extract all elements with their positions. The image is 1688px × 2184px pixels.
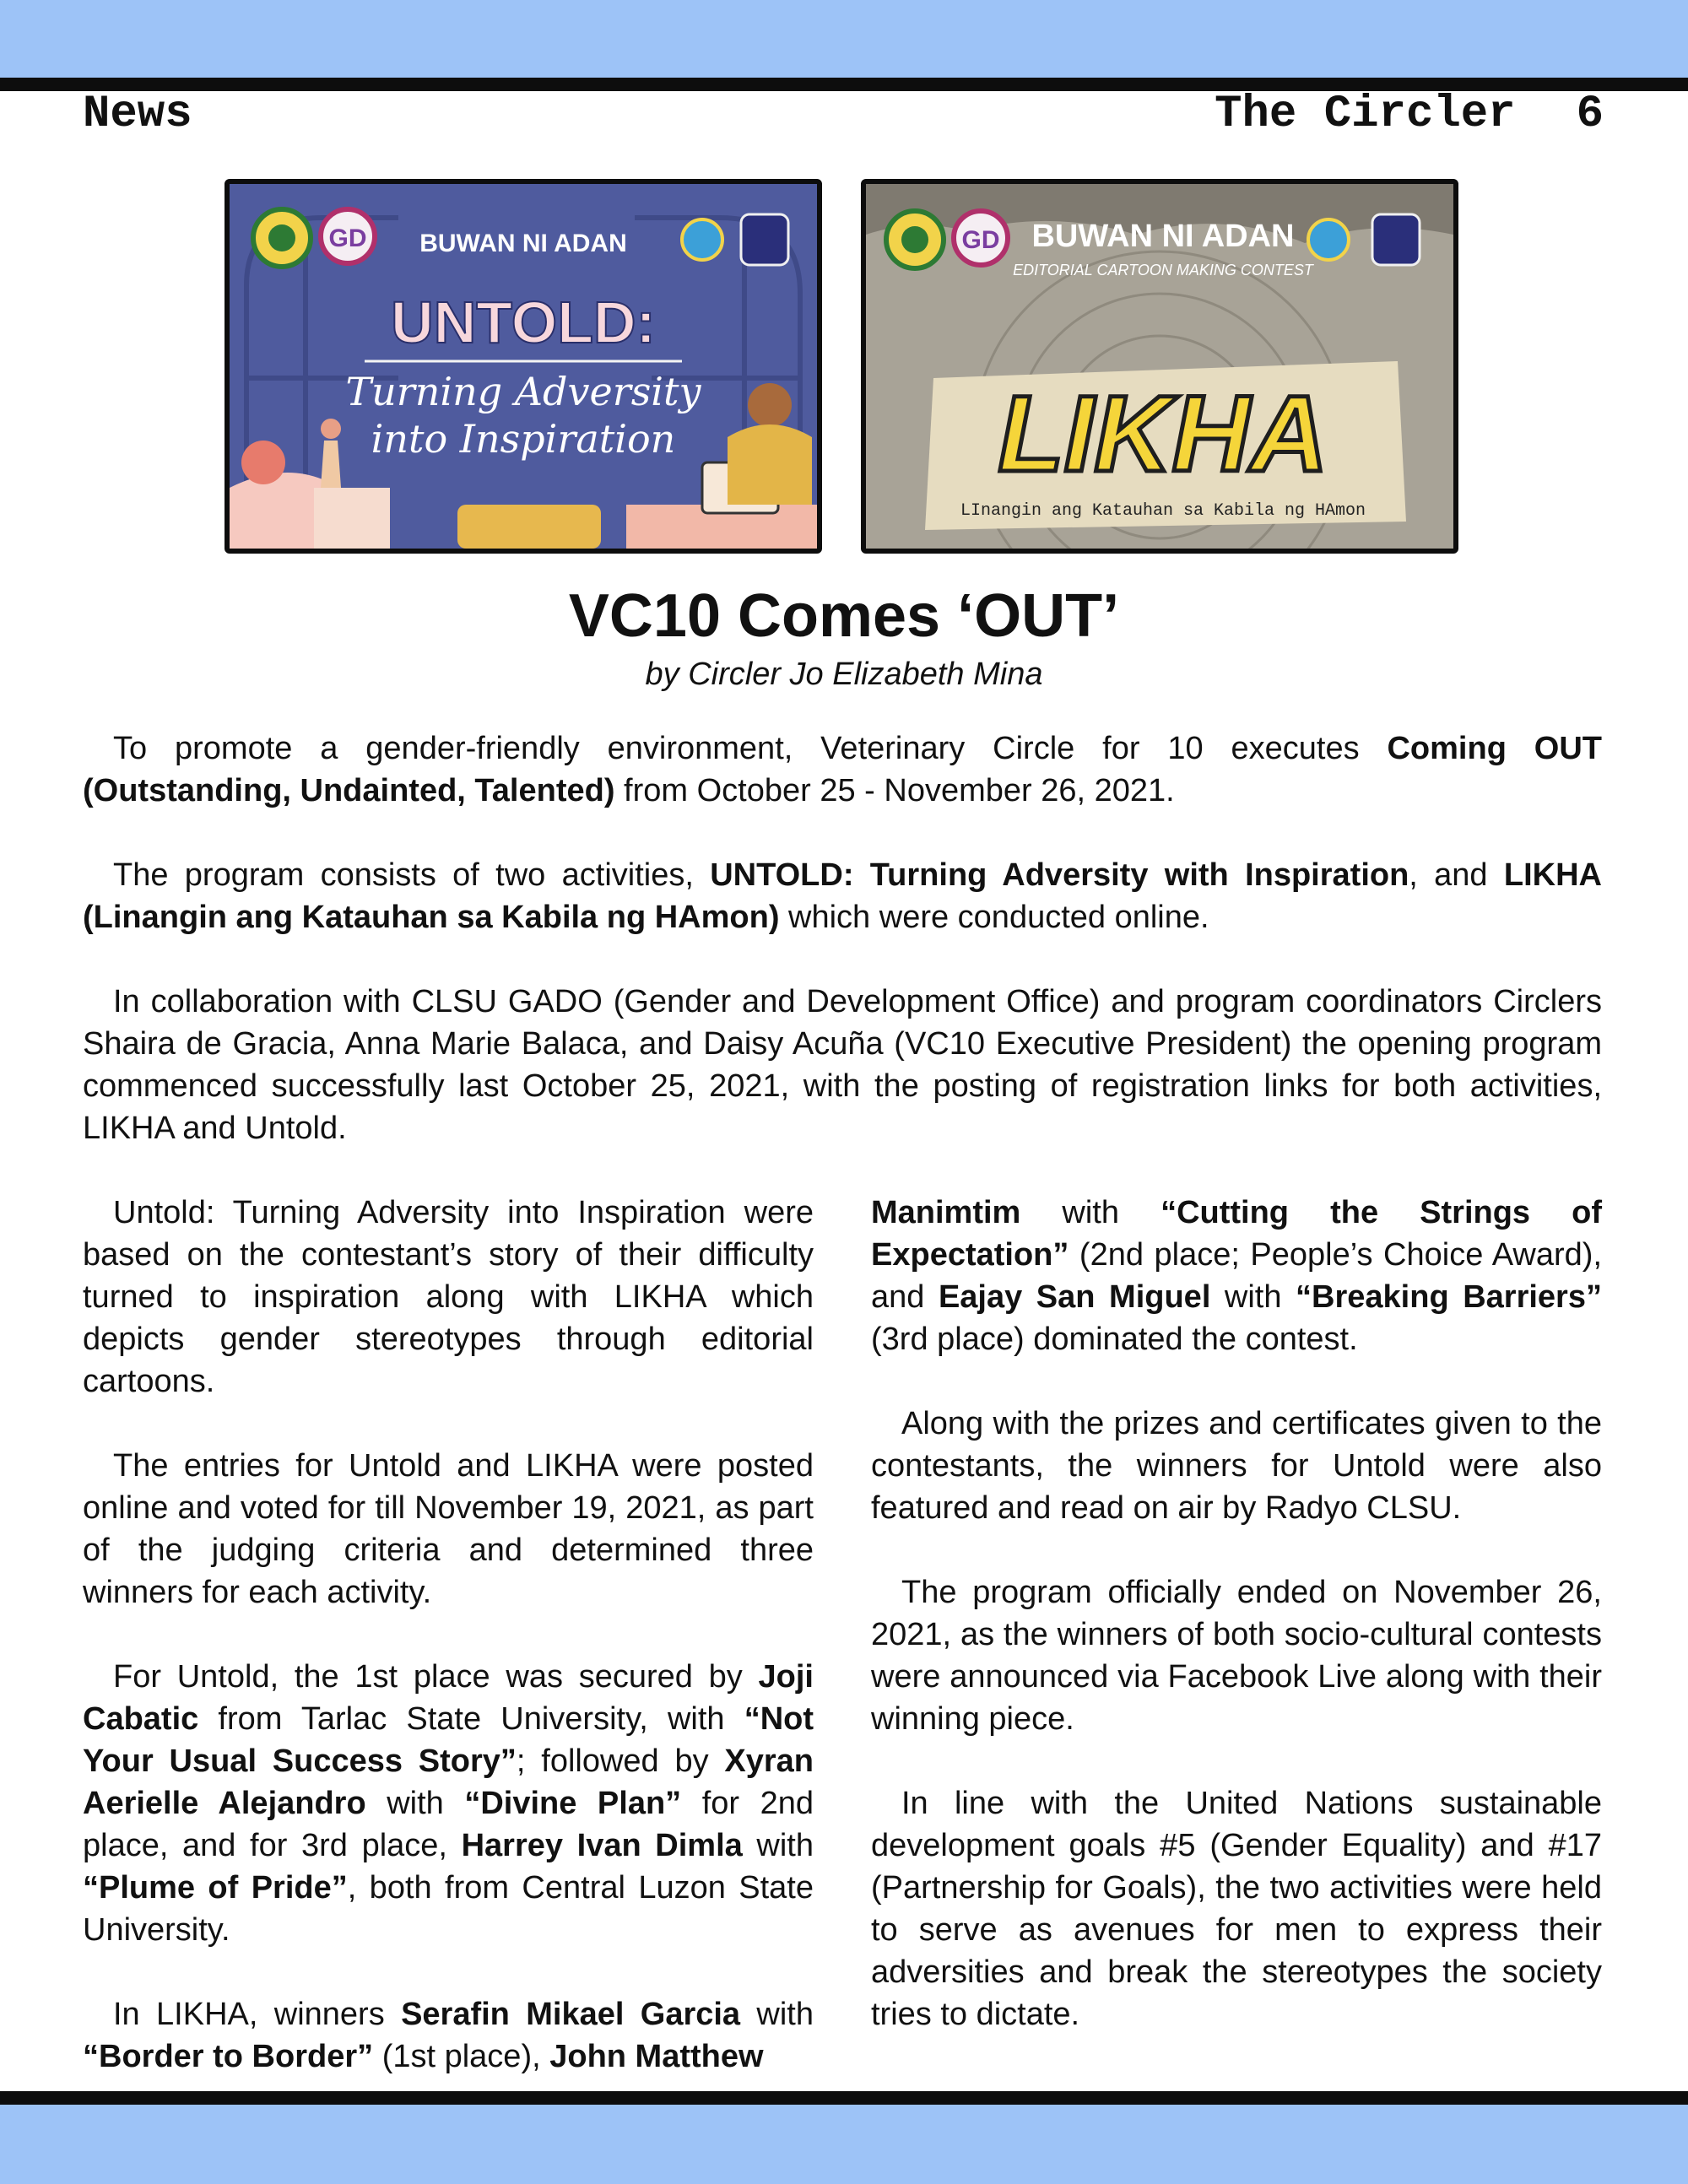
gad-logo-icon (954, 211, 1008, 265)
paragraph-1: To promote a gender-friendly environment, Veterinary Circle for 10 executes Coming OUT (Outstanding, Undainted, Talented) from October 25 - November 26, 2021. (83, 731, 1602, 808)
banner-tagline-text: LInangin ang Katauhan sa Kabila ng HAmon (960, 501, 1366, 521)
section-label: News (83, 89, 192, 140)
paragraph-6: For Untold, the 1st place was secured by Joji Cabatic from Tarlac State University, with “Not Your Usual Success Story”; followed by Xyran Aerielle Alejandro with “Divine Plan” for 2nd place, and for 3rd place, Harrey Ivan Dimla with “Plume of Pride”, both from Central Luzon State University. (83, 1659, 814, 1948)
article-title: VC10 Comes ‘OUT’ (568, 582, 1120, 650)
paragraph-3: In collaboration with CLSU GADO (Gender and Development Office) and program coordinators Circlers Shaira de Gracia, Anna Marie Balaca, and Daisy Acuña (VC10 Executive President) the opening program commenced successfully last October 25, 2021, with the posting of registration links for both activities, LIKHA and Untold. (83, 984, 1602, 1146)
svg-text:GD: GD (328, 224, 367, 252)
banner-script-line-2: into Inspiration (371, 416, 676, 462)
paragraph-10: In line with the United Nations sustainable development goals #5 (Gender Equality) and #17 (Partnership for Goals), the two activities were held to serve as avenues for men to express their adversities and break the stereotypes the society tries to dictate. (871, 1786, 1602, 2032)
banner-script-line-1: Turning Adversity (345, 369, 701, 414)
svg-text:GD: GD (961, 226, 1000, 254)
banner-subtitle-text: EDITORIAL CARTOON MAKING CONTEST (1013, 262, 1313, 278)
cvsm-logo-icon (741, 214, 788, 265)
university-seal-icon (886, 211, 944, 268)
paragraph-7-part-2: Manimtim with “Cutting the Strings of Expectation” (2nd place; People’s Choice Award), and Eajay San Miguel with “Breaking Barriers” (3rd place) dominated the contest. (871, 1195, 1602, 1357)
paragraph-8: Along with the prizes and certificates given to the contestants, the winners for Untold were also featured and read on air by Radyo CLSU. (871, 1406, 1602, 1526)
paragraph-5: The entries for Untold and LIKHA were posted online and voted for till November 19, 2021, as part of the judging criteria and determined three winners for each activity. (83, 1448, 814, 1610)
paragraph-4: Untold: Turning Adversity into Inspiration were based on the contestant’s story of their difficulty turned to inspiration along with LIKHA which depicts gender stereotypes through editorial cartoons. (83, 1195, 814, 1399)
paragraph-9: The program officially ended on November 26, 2021, as the winners of both socio-cultural contests were announced via Facebook Live along with their winning piece. (871, 1575, 1602, 1737)
article-byline: by Circler Jo Elizabeth Mina (645, 657, 1043, 692)
college-logo-icon (682, 219, 722, 260)
likha-banner-image (861, 179, 1458, 554)
cvsm-logo-icon (1372, 214, 1420, 265)
bottom-rule (0, 2091, 1688, 2105)
banner-event-text: BUWAN NI ADAN (419, 230, 627, 257)
paragraph-7-part-1: In LIKHA, winners Serafin Mikael Garcia with “Border to Border” (1st place), John Matthew (83, 1997, 814, 2074)
banner-title-text: LIKHA (998, 374, 1328, 495)
gad-logo-icon (321, 209, 375, 263)
banner-event-text: BUWAN NI ADAN (1031, 219, 1295, 254)
banner-title-text: UNTOLD: (391, 289, 656, 355)
untold-banner-image (225, 179, 822, 554)
page-number: 6 (1576, 89, 1604, 140)
publication-name: The Circler (1215, 89, 1516, 140)
college-logo-icon (1308, 219, 1349, 260)
university-seal-icon (253, 209, 311, 267)
paragraph-2: The program consists of two activities, UNTOLD: Turning Adversity with Inspiration, and LIKHA (Linangin ang Katauhan sa Kabila ng HAmon) which were conducted online. (83, 857, 1602, 935)
bottom-color-band (0, 2105, 1688, 2184)
top-color-band (0, 0, 1688, 78)
running-header (1215, 88, 1604, 142)
